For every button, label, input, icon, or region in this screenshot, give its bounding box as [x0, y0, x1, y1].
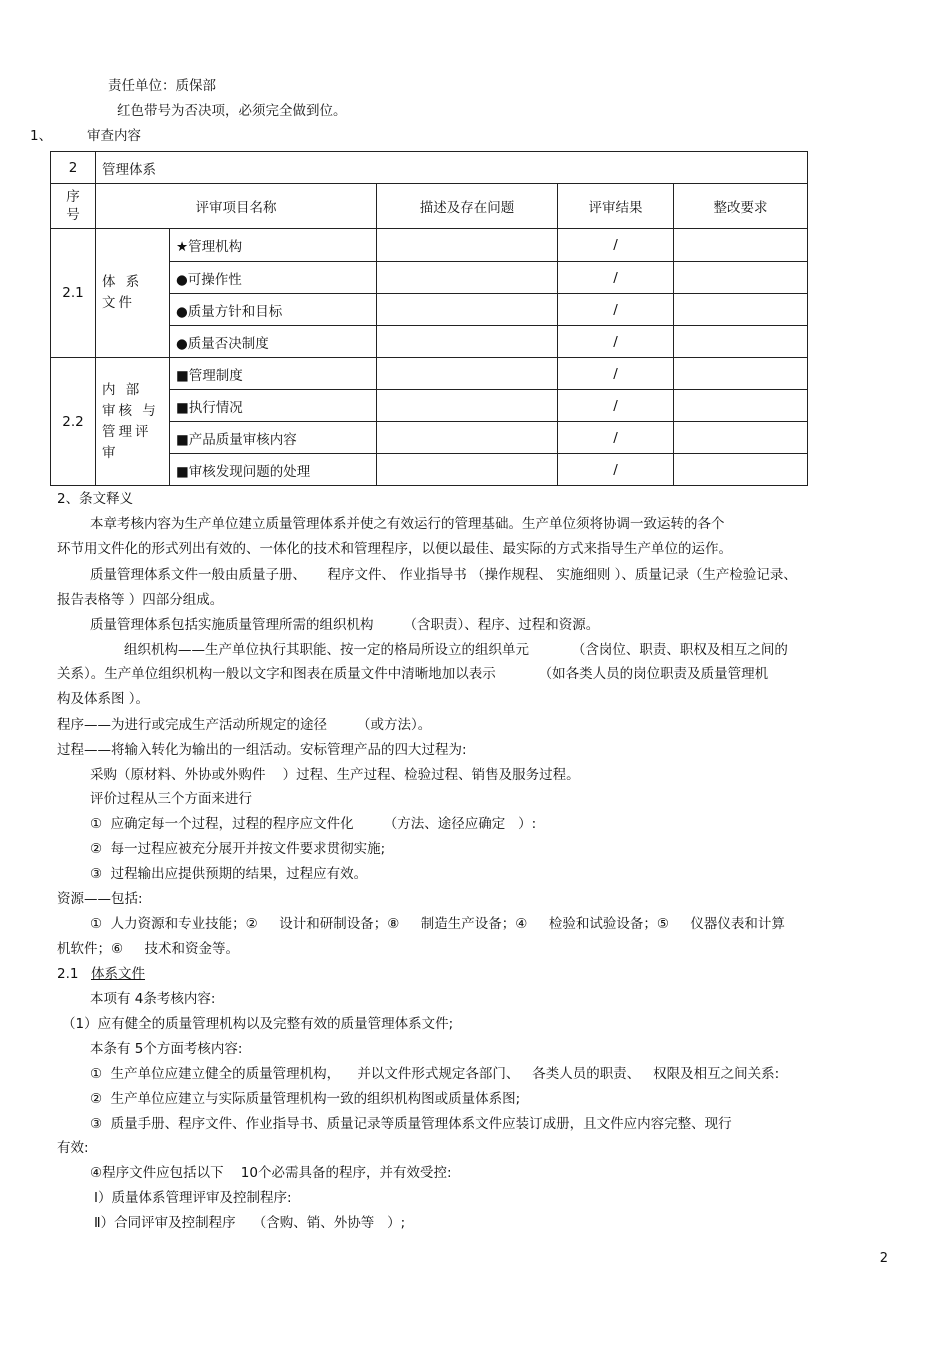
paragraph: 采购（原材料、外协或外购件 ）过程、生产过程、检验过程、销售及服务过程。 — [90, 767, 580, 783]
item-name: ■执行情况 — [170, 390, 377, 422]
item-description — [377, 229, 558, 262]
item-description — [377, 422, 558, 454]
item-result: / — [558, 229, 674, 262]
table-row — [51, 358, 808, 390]
paragraph: ④程序文件应包括以下 10个必需具备的程序，并有效受控: — [90, 1165, 452, 1181]
list-item: ① 应确定每一个过程，过程的程序应文件化 （方法、途径应确定 ）: — [90, 816, 537, 832]
item-name: ●质量否决制度 — [170, 326, 377, 358]
paragraph: 质量管理体系包括实施质量管理所需的组织机构 （含职责）、程序、过程和资源。 — [90, 617, 600, 633]
paragraph: 过程——将输入转化为输出的一组活动。安标管理产品的四大过程为: — [57, 742, 467, 758]
header-result: 评审结果 — [558, 184, 674, 229]
list-item: ① 生产单位应建立健全的质量管理机构， 并以文件形式规定各部门、 各类人员的职责、 权限及相互之间关系: — [90, 1066, 780, 1082]
section-name: 体 系 文件 — [96, 229, 170, 358]
paragraph: 本条有 5个方面考核内容: — [90, 1041, 243, 1057]
item-description — [377, 326, 558, 358]
item-result: / — [558, 294, 674, 326]
item-rectification — [674, 390, 808, 422]
item-rectification — [674, 294, 808, 326]
paragraph: 环节用文件化的形式列出有效的、一体化的技术和管理程序，以便以最佳、最实际的方式来指导生产单位的运作。 — [57, 541, 732, 557]
item-name: ■产品质量审核内容 — [170, 422, 377, 454]
paragraph: 资源——包括: — [57, 891, 143, 907]
section-name: 内 部 审核 与 管理评审 — [96, 358, 170, 486]
list-item-continuation: 有效: — [57, 1140, 89, 1156]
section-number: 2.2 — [51, 358, 96, 486]
table-group-row — [51, 152, 808, 184]
paragraph: 质量管理体系文件一般由质量子册、 程序文件、 作业指导书 （操作规程、 实施细则 ）、质量记录（生产检验记录、 — [90, 567, 797, 583]
item-name: ●质量方针和目标 — [170, 294, 377, 326]
item-rectification — [674, 422, 808, 454]
subsection-number: 2.1 — [57, 966, 79, 982]
item-description — [377, 390, 558, 422]
item-description — [377, 358, 558, 390]
table-header-row — [51, 184, 808, 229]
item-result: / — [558, 422, 674, 454]
item-rectification — [674, 262, 808, 294]
item-rectification — [674, 229, 808, 262]
paragraph: 本项有 4条考核内容: — [90, 991, 216, 1007]
paragraph: ① 人力资源和专业技能；② 设计和研制设备；⑧ 制造生产设备；④ 检验和试验设备；⑤ 仪器仪表和计算 — [90, 916, 785, 932]
item-description — [377, 454, 558, 486]
item-name: ●可操作性 — [170, 262, 377, 294]
item-description — [377, 294, 558, 326]
subsection-title: 体系文件 — [91, 966, 145, 982]
table-row — [51, 229, 808, 262]
item-rectification — [674, 454, 808, 486]
section-number: 2.1 — [51, 229, 96, 358]
item-result: / — [558, 454, 674, 486]
paragraph: 关系）。生产单位组织机构一般以文字和图表在质量文件中清晰地加以表示 （如各类人员的岗位职责及质量管理机 — [57, 666, 769, 682]
list-item: ③ 过程输出应提供预期的结果，过程应有效。 — [90, 866, 368, 882]
veto-note: 红色带号为否决项，必须完全做到位。 — [117, 103, 347, 119]
item-rectification — [674, 326, 808, 358]
paragraph: 本章考核内容为生产单位建立质量管理体系并使之有效运行的管理基础。生产单位须将协调一致运转的各个 — [90, 516, 725, 532]
group-name: 管理体系 — [96, 152, 808, 184]
list-item: Ⅱ）合同评审及控制程序 （含购、销、外协等 ）; — [94, 1215, 406, 1231]
item-description — [377, 262, 558, 294]
item-name: ■管理制度 — [170, 358, 377, 390]
item-result: / — [558, 390, 674, 422]
item-result: / — [558, 358, 674, 390]
paragraph: 程序——为进行或完成生产活动所规定的途径 （或方法）。 — [57, 717, 432, 733]
list-item: ③ 质量手册、程序文件、作业指导书、质量记录等质量管理体系文件应装订成册，且文件应内容完整、现行 — [90, 1116, 732, 1132]
paragraph: 组织机构——生产单位执行其职能、按一定的格局所设立的组织单元 （含岗位、职责、职权及相互之间的 — [124, 642, 788, 658]
paragraph: （1）应有健全的质量管理机构以及完整有效的质量管理体系文件; — [62, 1016, 454, 1032]
responsible-unit: 责任单位：质保部 — [108, 78, 216, 94]
header-rectification: 整改要求 — [674, 184, 808, 229]
list-item: ② 生产单位应建立与实际质量管理机构一致的组织机构图或质量体系图; — [90, 1091, 521, 1107]
header-item-name: 评审项目名称 — [96, 184, 377, 229]
list-item: ② 每一过程应被充分展开并按文件要求贯彻实施; — [90, 841, 386, 857]
group-number: 2 — [51, 152, 96, 184]
section-2-title: 2、条文释义 — [57, 491, 134, 507]
item-name: ■审核发现问题的处理 — [170, 454, 377, 486]
item-result: / — [558, 262, 674, 294]
item-result: / — [558, 326, 674, 358]
list-item: Ⅰ）质量体系管理评审及控制程序: — [94, 1190, 292, 1206]
item-name: ★管理机构 — [170, 229, 377, 262]
section-1-number: 1、 — [30, 128, 53, 144]
paragraph: 报告表格等 ）四部分组成。 — [57, 592, 224, 608]
paragraph: 评价过程从三个方面来进行 — [90, 791, 252, 807]
header-number: 序号 — [51, 184, 96, 229]
audit-table — [50, 151, 808, 486]
section-1-title: 审查内容 — [87, 128, 141, 144]
paragraph: 机软件；⑥ 技术和资金等。 — [57, 941, 240, 957]
page-number: 2 — [879, 1251, 888, 1266]
item-rectification — [674, 358, 808, 390]
header-description: 描述及存在问题 — [377, 184, 558, 229]
paragraph: 构及体系图 ）。 — [57, 691, 150, 707]
